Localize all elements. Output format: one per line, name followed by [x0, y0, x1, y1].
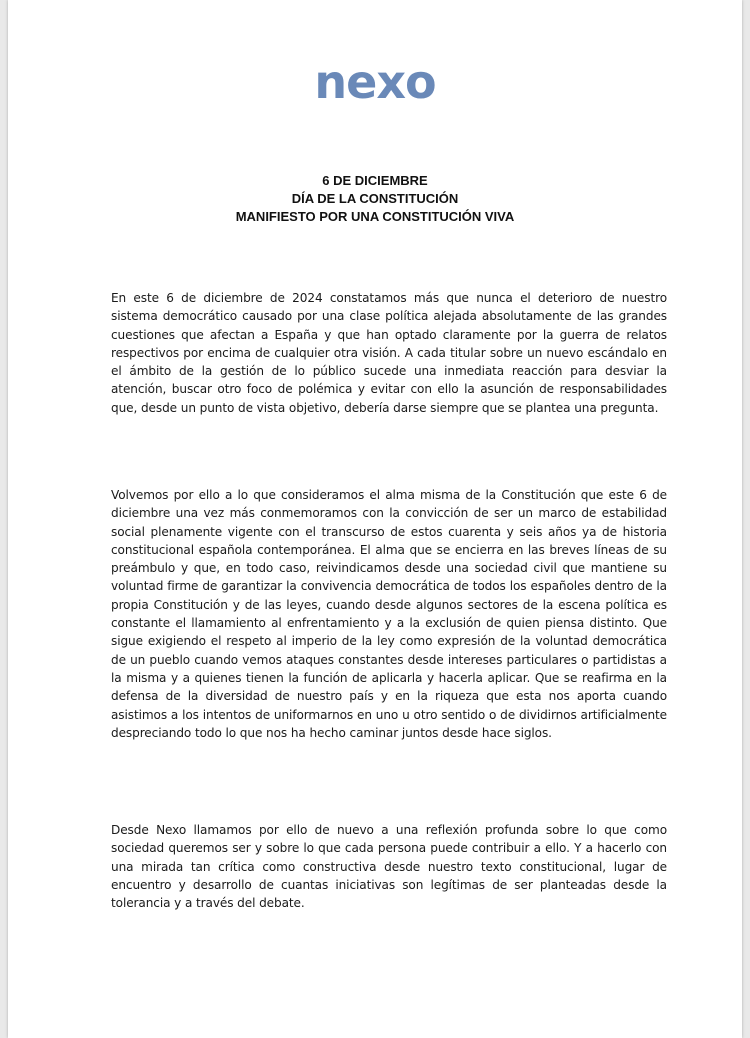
heading-day: DÍA DE LA CONSTITUCIÓN — [291, 191, 459, 206]
manifesto-heading — [8, 172, 742, 226]
nexo-logo-wordmark: nexo — [314, 58, 436, 108]
document-page — [8, 0, 742, 1038]
paragraph-3: Desde Nexo llamamos por ello de nuevo a una reflexión profunda sobre lo que como sociedad queremos ser y sobre lo que cada persona puede contribuir a ello. Y a hacerlo con una mirada tan crítica como constructiva desde nuestro texto constitucional, lugar de encuentro y desarrollo de cuantas iniciativas son legítimas de ser planteadas desde la tolerancia y a través del debate. — [111, 823, 667, 911]
heading-title: MANIFIESTO POR UNA CONSTITUCIÓN VIVA — [235, 209, 515, 224]
paragraph-2: Volvemos por ello a lo que consideramos el alma misma de la Constitución que este 6 de diciembre una vez más conmemoramos con la convicción de ser un marco de estabilidad social plenamente vigente con el transcurso de estos cuarenta y seis años ya de historia constitucional española contemporánea. El alma que se encierra en las breves líneas de su preámbulo y que, en todo caso, reivindicamos desde una sociedad civil que mantiene su voluntad firme de garantizar la convivencia democrática de todos los españoles dentro de la propia Constitución y de las leyes, cuando desde algunos sectores de la escena política es constante el llamamiento al enfrentamiento y a la exclusión de quien piensa distinto. Que sigue exigiendo el respeto al imperio de la ley como expresión de la voluntad democrática de un pueblo cuando vemos ataques constantes desde intereses particulares o partidistas a la misma y a quienes tienen la función de aplicarla y hacerla aplicar. Que se reafirma en la defensa de la diversidad de nuestro país y en la riqueza que esta nos aporta cuando asistimos a los intentos de uniformarnos en uno u otro sentido o de dividirnos artificialmente despreciando todo lo que nos ha hecho caminar juntos desde hace siglos. — [111, 488, 667, 740]
nexo-logo — [8, 58, 742, 113]
nexo-logo-graphic — [305, 58, 445, 108]
paragraph-1: En este 6 de diciembre de 2024 constatamos más que nunca el deterioro de nuestro sistema democrático causado por una clase política alejada absolutamente de las grandes cuestiones que afectan a España y que han optado claramente por la guerra de relatos respectivos por encima de cualquier otra visión. A cada titular sobre un nuevo escándalo en el ámbito de la gestión de lo público sucede una inmediata reacción para desviar la atención, buscar otro foco de polémica y evitar con ello la asunción de responsabilidades que, desde un punto de vista objetivo, debería darse siempre que se plantea una pregunta. — [111, 291, 667, 415]
heading-date: 6 DE DICIEMBRE — [322, 173, 428, 188]
